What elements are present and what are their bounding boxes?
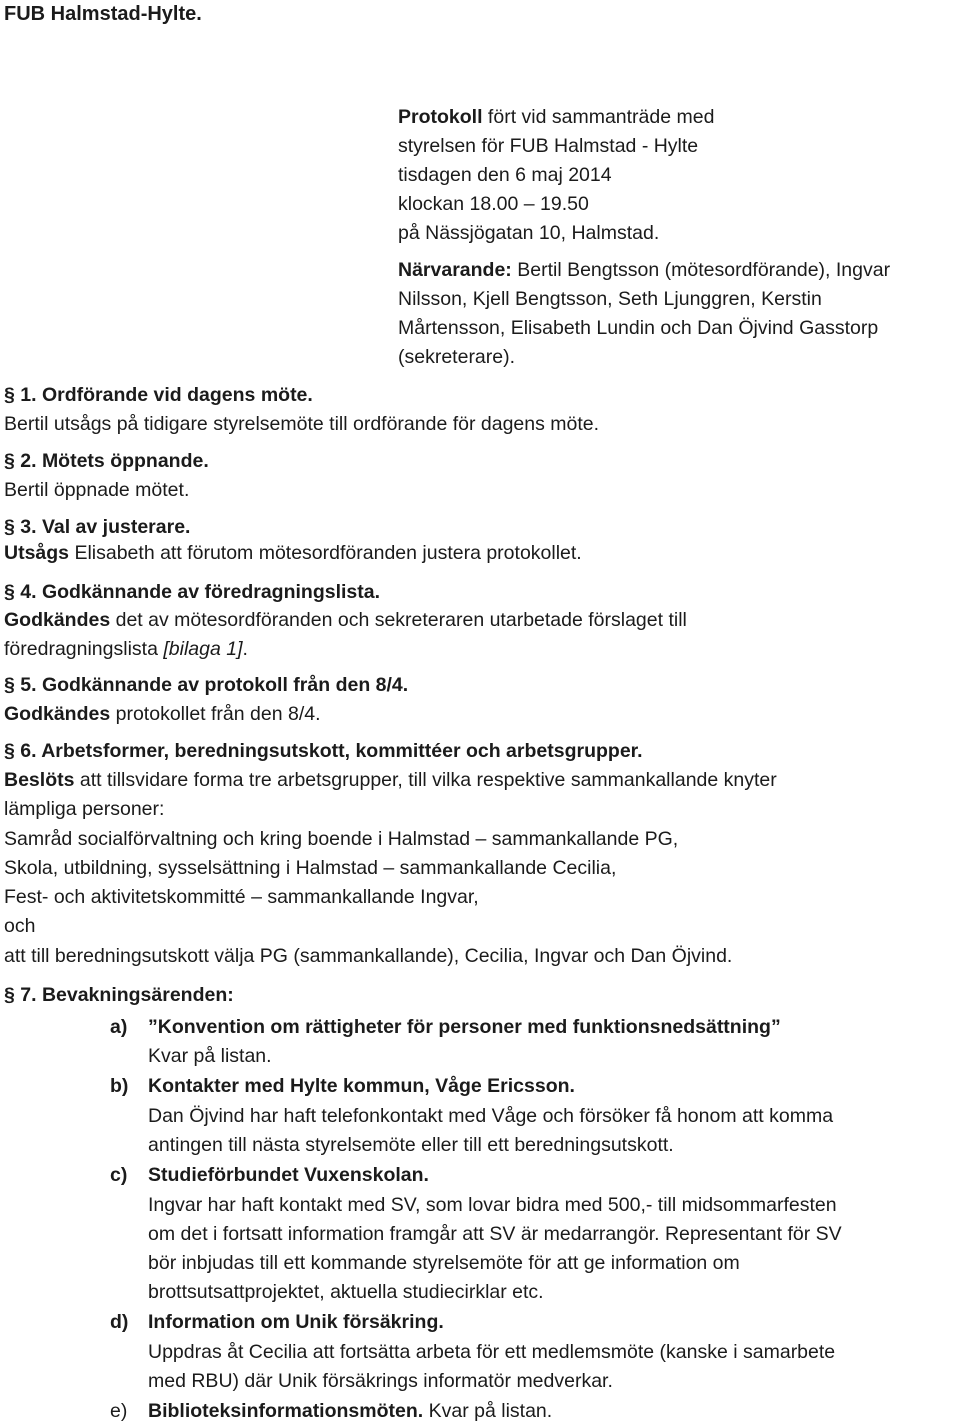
item-e-title: Biblioteksinformationsmöten. (148, 1400, 424, 1422)
section-5-text: Godkändes protokollet från den 8/4. (4, 703, 321, 725)
item-e-line: Biblioteksinformationsmöten. Kvar på listan. (148, 1400, 553, 1422)
section-6-text-3: Samråd socialförvaltning och kring boende i Halmstad – sammankallande PG, (4, 828, 679, 850)
header-date: tisdagen den 6 maj 2014 (398, 164, 612, 186)
item-d-letter: d) (110, 1311, 129, 1333)
item-c-line-3: bör inbjudas till ett kommande styrelsemöte för att ge information om (148, 1252, 740, 1274)
section-1-heading: § 1. Ordförande vid dagens möte. (4, 384, 313, 406)
header-line-2: styrelsen för FUB Halmstad - Hylte (398, 135, 699, 157)
section-6-text-1: Beslöts att tillsvidare forma tre arbetsgrupper, till vilka respektive sammankallande knyter (4, 769, 777, 791)
item-b-letter: b) (110, 1075, 129, 1097)
section-6-heading: § 6. Arbetsformer, beredningsutskott, kommittéer och arbetsgrupper. (4, 740, 643, 762)
section-6-text-5: Fest- och aktivitetskommitté – sammankallande Ingvar, (4, 886, 479, 908)
item-d-title: Information om Unik försäkring. (148, 1311, 444, 1333)
item-c-title: Studieförbundet Vuxenskolan. (148, 1164, 429, 1186)
item-b-line-2: antingen till nästa styrelsemöte eller till ett beredningsutskott. (148, 1134, 674, 1156)
item-e-letter: e) (110, 1400, 128, 1422)
item-b-line-1: Dan Öjvind har haft telefonkontakt med Våge och försöker få honom att komma (148, 1105, 834, 1127)
item-d-line-2: med RBU) där Unik försäkrings informatör medverkar. (148, 1370, 613, 1392)
section-6-text-6: och (4, 915, 36, 937)
section-6-text-4: Skola, utbildning, sysselsättning i Halmstad – sammankallande Cecilia, (4, 857, 617, 879)
item-c-line-1: Ingvar har haft kontakt med SV, som lovar bidra med 500,- till midsommarfesten (148, 1194, 837, 1216)
item-a-line-1: Kvar på listan. (148, 1045, 272, 1067)
item-a-title: ”Konvention om rättigheter för personer med funktionsnedsättning” (148, 1016, 781, 1038)
section-2-text: Bertil öppnade mötet. (4, 479, 190, 501)
section-4-text-2: föredragningslista [bilaga 1]. (4, 638, 248, 660)
organization-title: FUB Halmstad-Hylte. (4, 3, 202, 25)
present-line-4: (sekreterare). (398, 346, 516, 368)
section-6-text-7: att till beredningsutskott välja PG (sammankallande), Cecilia, Ingvar och Dan Öjvind. (4, 945, 733, 967)
section-3-heading: § 3. Val av justerare. (4, 516, 191, 538)
header-line-1: Protokoll fört vid sammanträde med (398, 106, 715, 128)
section-4-text-1: Godkändes det av mötesordföranden och sekreteraren utarbetade förslaget till (4, 609, 687, 631)
present-line-1: Närvarande: Bertil Bengtsson (mötesordförande), Ingvar (398, 259, 891, 281)
item-d-line-1: Uppdras åt Cecilia att fortsätta arbeta för ett medlemsmöte (kanske i samarbete (148, 1341, 836, 1363)
section-3-text: Utsågs Elisabeth att förutom mötesordföranden justera protokollet. (4, 542, 582, 564)
attachment-reference: [bilaga 1] (163, 638, 243, 660)
item-c-line-2: om det i fortsatt information framgår att SV är medarrangör. Representant för SV (148, 1223, 842, 1245)
present-label: Närvarande: (398, 259, 512, 281)
protocol-label: Protokoll (398, 106, 483, 128)
item-c-line-4: brottsutsattprojektet, aktuella studiecirklar etc. (148, 1281, 544, 1303)
section-4-heading: § 4. Godkännande av föredragningslista. (4, 581, 381, 603)
section-5-heading: § 5. Godkännande av protokoll från den 8/4. (4, 674, 409, 696)
section-1-text: Bertil utsågs på tidigare styrelsemöte till ordförande för dagens möte. (4, 413, 600, 435)
header-time: klockan 18.00 – 19.50 (398, 193, 589, 215)
present-line-3: Mårtensson, Elisabeth Lundin och Dan Öjvind Gasstorp (398, 317, 879, 339)
item-c-letter: c) (110, 1164, 128, 1186)
item-a-letter: a) (110, 1016, 128, 1038)
present-line-2: Nilsson, Kjell Bengtsson, Seth Ljunggren, Kerstin (398, 288, 822, 310)
section-6-text-2: lämpliga personer: (4, 798, 165, 820)
section-7-heading: § 7. Bevakningsärenden: (4, 984, 234, 1006)
item-b-title: Kontakter med Hylte kommun, Våge Ericsson. (148, 1075, 575, 1097)
header-location: på Nässjögatan 10, Halmstad. (398, 222, 660, 244)
section-2-heading: § 2. Mötets öppnande. (4, 450, 209, 472)
